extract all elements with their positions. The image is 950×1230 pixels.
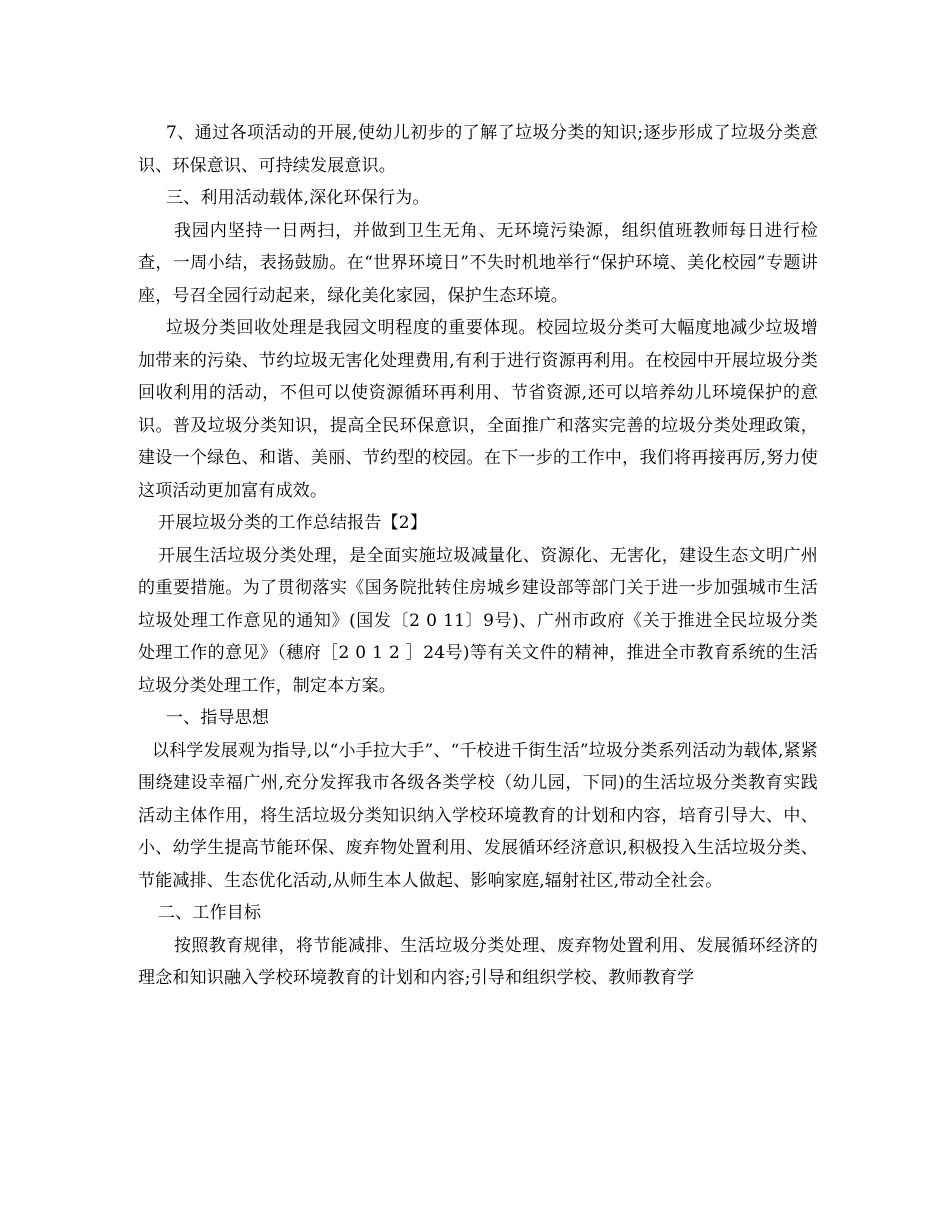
section-heading-goals: 二、工作目标 <box>158 903 262 923</box>
section-heading-guiding: 一、指导思想 <box>166 708 270 728</box>
paragraph-intro: 开展生活垃圾分类处理，是全面实施垃圾减量化、资源化、无害化，建设生态文明广州的重要措施。为了贯彻落实《国务院批转住房城乡建设部等部门关于进一步加强城市生活垃圾处理工作意见的通知》(国发〔2 0 11〕9号)、广州市政府《关于推进全民垃圾分类处理工作的意见》（穗府［2 0 1 2 ］24号)等有关文件的精神，推进全市教育系统的生活垃圾分类处理工作，制定本方案。 <box>138 545 818 696</box>
paragraph-item-7: 7、通过各项活动的开展,使幼儿初步的了解了垃圾分类的知识;逐步形成了垃圾分类意识、环保意识、可持续发展意识。 <box>138 123 818 176</box>
report-title-2: 开展垃圾分类的工作总结报告【2】 <box>158 513 428 533</box>
section-heading-3: 三、利用活动载体,深化环保行为。 <box>166 188 430 208</box>
paragraph-cleaning: 我园内坚持一日两扫，并做到卫生无角、无环境污染源，组织值班教师每日进行检查，一周小结，表扬鼓励。在“世界环境日”不失时机地举行“保护环境、美化校园”专题讲座，号召全园行动起来，绿化美化家园，保护生态环境。 <box>138 220 818 306</box>
paragraph-recycling: 垃圾分类回收处理是我园文明程度的重要体现。校园垃圾分类可大幅度地减少垃圾增加带来的污染、节约垃圾无害化处理费用,有利于进行资源再利用。在校园中开展垃圾分类回收利用的活动，不但可以使资源循环再利用、节省资源,还可以培养幼儿环境保护的意识。普及垃圾分类知识，提高全民环保意识，全面推广和落实完善的垃圾分类处理政策，建设一个绿色、和谐、美丽、节约型的校园。在下一步的工作中，我们将再接再厉,努力使这项活动更加富有成效。 <box>138 318 818 501</box>
paragraph-guiding: 以科学发展观为指导,以“小手拉大手”、“千校进千街生活”垃圾分类系列活动为载体,紧紧围绕建设幸福广州,充分发挥我市各级各类学校（幼儿园，下同)的生活垃圾分类教育实践活动主体作用，将生活垃圾分类知识纳入学校环境教育的计划和内容，培育引导大、中、小、幼学生提高节能环保、废弃物处置利用、发展循环经济意识,积极投入生活垃圾分类、节能减排、生态优化活动,从师生本人做起、影响家庭,辐射社区,带动全社会。 <box>138 740 818 891</box>
paragraph-goals: 按照教育规律，将节能减排、生活垃圾分类处理、废弃物处置利用、发展循环经济的理念和知识融入学校环境教育的计划和内容;引导和组织学校、教师教育学 <box>138 935 818 988</box>
document-body <box>138 117 818 995</box>
